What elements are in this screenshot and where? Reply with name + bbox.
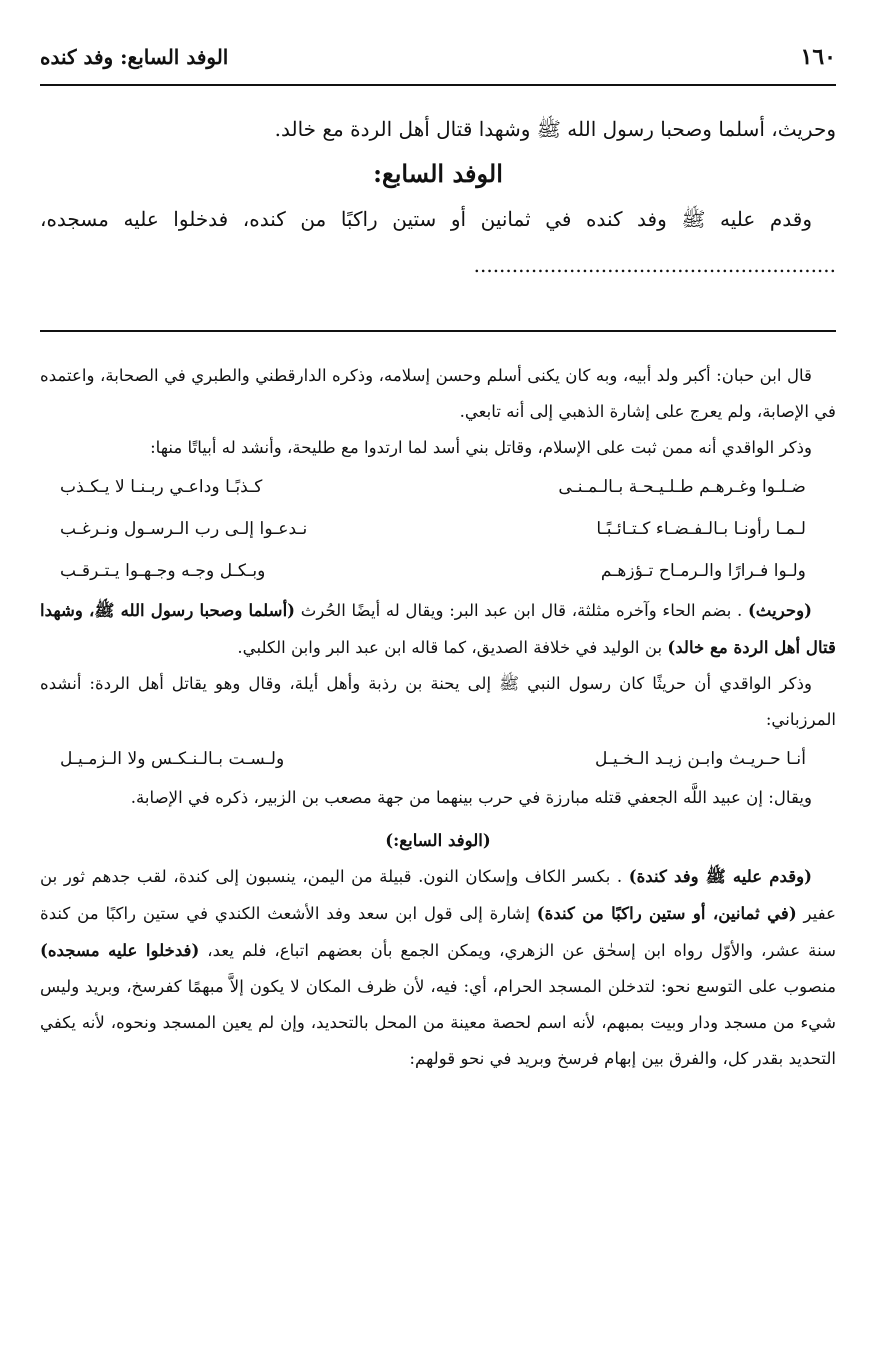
page-number: ١٦٠: [800, 44, 836, 70]
bold-phrase: (وحريث): [747, 600, 812, 620]
main-line-1: وحريث، أسلما وصحبا رسول الله ﷺ وشهدا قتال أهل الردة مع خالد.: [274, 117, 836, 141]
note-paragraph-3: [40, 592, 836, 666]
verse-line: [40, 466, 836, 508]
note-text: بن الوليد في خلافة الصديق، كما قاله ابن عبد البر وابن الكلبي.: [237, 638, 668, 657]
main-paragraph: وقدم عليه ﷺ وفد كنده في ثمانين أو ستين راكبًا من كنده، فدخلوا عليه مسجده، .........................................................: [40, 207, 836, 277]
verse-line: [40, 550, 836, 592]
bold-phrase: (أسلما وصحبا رسول الله ﷺ، وشهدا قتال أهل الردة مع خالد): [40, 600, 836, 657]
verse-hemistich-left: كـذبًـا وداعـي ربـنـا لا يـكـذب: [60, 477, 263, 497]
footnote-separator: [40, 330, 836, 332]
verse-line: [40, 738, 836, 780]
page-header: [40, 44, 836, 86]
note-paragraph-2: وذكر الواقدي أنه ممن ثبت على الإسلام، وقاتل بني أسد لما ارتدوا مع طليحة، وأنشد له أبياتًا منها:: [150, 438, 812, 457]
main-text: [40, 86, 836, 288]
verse-hemistich-left: نـدعـوا إلـى رب الـرسـول ونـرغـب: [60, 519, 308, 539]
note-text: . بضم الحاء وآخره مثلثة، قال ابن عبد البر: ويقال له أيضًا الحُرث: [295, 601, 748, 620]
verse-hemistich-left: وبـكـل وجـه وجـهـوا يـتـرقـب: [60, 561, 266, 581]
verse-hemistich-right: ضـلـوا وغـرهـم طـلـيـحـة بـالـمـنـى: [558, 477, 806, 497]
book-page: [40, 44, 836, 1068]
commentary: [40, 358, 836, 1077]
note-text: إشارة إلى قول ابن سعد وفد الأشعث الكندي في ستين راكبًا من كندة سنة عشر، والأوّل رواه ابن إسحٰق عن الزهري، ويمكن الجمع بأن بعضهم اتباع، فلم يعد،: [40, 904, 836, 960]
verse-hemistich-left: ولـسـت بـالـنـكـس ولا الـزمـيـل: [60, 749, 285, 769]
note-paragraph-6: [40, 858, 836, 1077]
note-paragraph-4: وذكر الواقدي أن حريثًا كان رسول النبي ﷺ إلى يحنة بن رذبة وأهل أيلة، وقال وهو يقاتل أهل الردة: أنشده المرزباني:: [40, 674, 836, 729]
verse-hemistich-right: لـمـا رأونـا بـالـفـضـاء كـتـائـبًـا: [596, 519, 806, 539]
note-text: منصوب على التوسع نحو: لتدخلن المسجد الحرام، أي: فيه، لأن ظرف المكان لا يكون إلاَّ مبهمًا كفرسخ، وبريد وليس شيء من مسجد ودار وبيت بمبهم، لأنه اسم لحصة معينة من المحل بالتحديد، وإن لم يعين المسجد ونحوه، لأنه يكفي التحديد بقدر كل، والفرق بين إبهام فرسخ وبريد في نحو قولهم:: [40, 977, 836, 1068]
note-paragraph-1: قال ابن حبان: أكبر ولد أبيه، وبه كان يكنى أسلم وحسن إسلامه، وذكره الدارقطني والطبري في الصحابة، واعتمده في الإصابة، ولم يعرج على إشارة الذهبي إلى أنه تابعي.: [40, 366, 836, 421]
verse-hemistich-right: ولـوا فـرارًا والـرمـاح تـؤزهـم: [600, 561, 806, 581]
verse-hemistich-right: أنـا حـريـث وابـن زيـد الـخـيـل: [594, 749, 806, 769]
note-paragraph-5: ويقال: إن عبيد اللَّه الجعفي قتله مبارزة في حرب بينهما من جهة مصعب بن الزبير، ذكره في الإصابة.: [130, 788, 812, 807]
running-title: الوفد السابع: وفد كنده: [40, 45, 229, 69]
verse-line: [40, 508, 836, 550]
bold-phrase: (وقدم عليه ﷺ وفد كندة): [628, 866, 812, 886]
note-text: . بكسر الكاف وإسكان النون. قبيلة من اليمن، ينسبون إلى كندة، لقب جدهم ثور بن عفير: [40, 867, 836, 923]
section-title: الوفد السابع:: [373, 159, 503, 188]
note-section-title: (الوفد السابع:): [385, 830, 491, 850]
bold-phrase: (فدخلوا عليه مسجده): [40, 940, 200, 960]
bold-phrase: (في ثمانين، أو ستين راكبًا من كندة): [536, 903, 797, 923]
